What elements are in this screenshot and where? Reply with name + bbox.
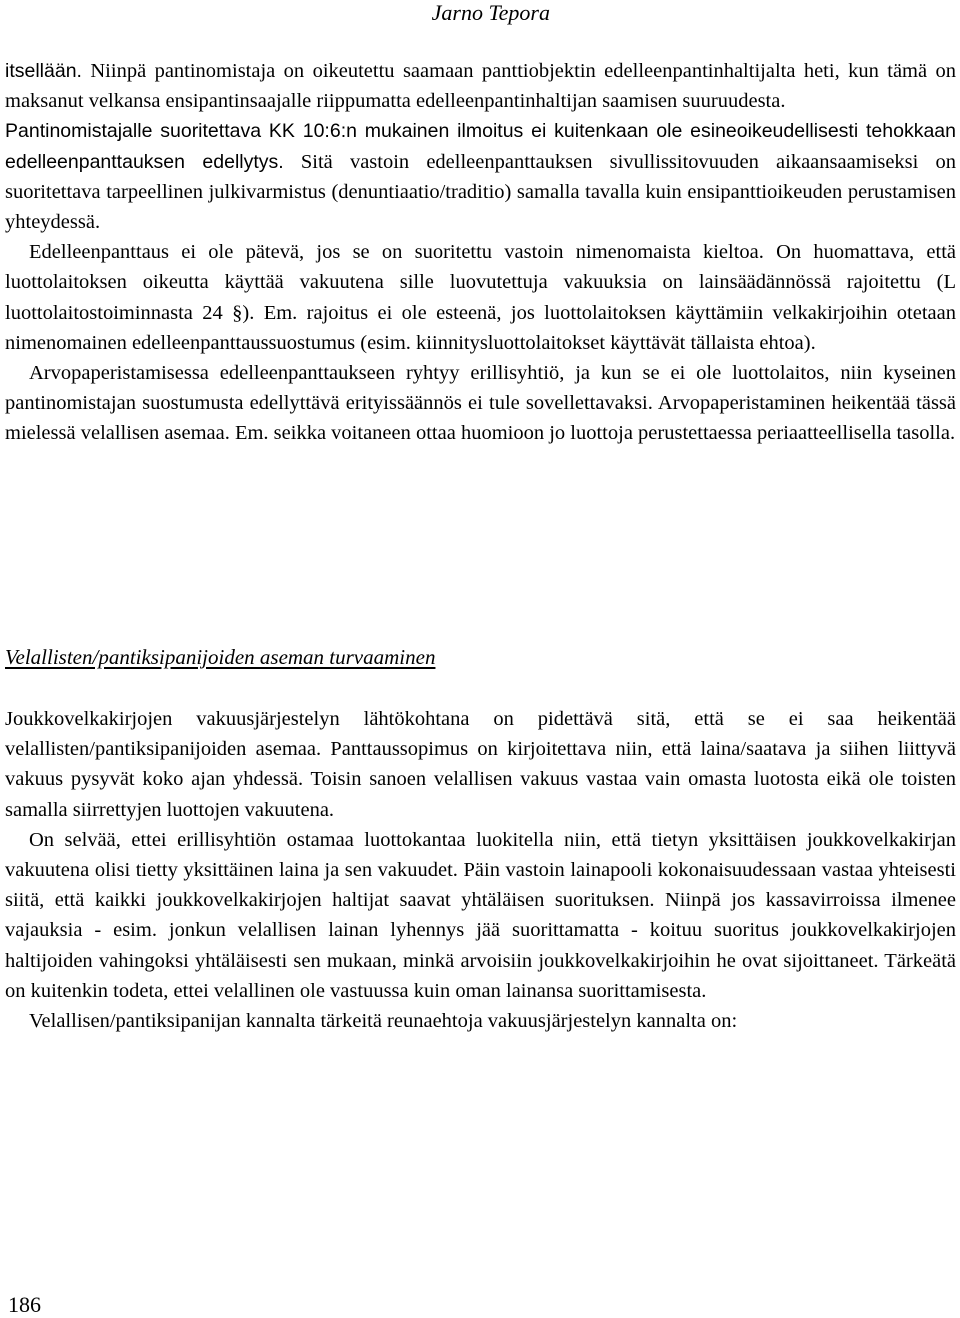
section-2-text bbox=[5, 704, 956, 1036]
paragraph-fragment: Niinpä pantinomistaja on oikeutettu saamaan panttiobjektin edelleenpantinhaltijalta heti, kun tämä on maksanut velkansa ensipantinsaajalle riippumatta edelleenpantinhaltijan saamisen suuruudesta. bbox=[5, 60, 956, 113]
section-1-text bbox=[5, 56, 956, 449]
paragraph-reunaehdot: Velallisen/pantiksipanijan kannalta tärkeitä reunaehtoja vakuusjärjestelyn kannalta on: bbox=[29, 1010, 738, 1033]
paragraph-fragment: Sitä vastoin edelleenpanttauksen sivullissitovuuden aikaansaamiseksi on suoritettava tarpeellinen julkivarmistus (denuntiaatio/traditio) samalla tavalla kuin ensipanttioikeuden perustamisen yhteydessä. bbox=[5, 150, 957, 234]
paragraph-edelleenpanttaus-intro bbox=[5, 56, 956, 116]
running-header: Jarno Tepora bbox=[431, 0, 550, 25]
paragraph-lahtokohta: Joukkovelkakirjojen vakuusjärjestelyn lähtökohtana on pidettävä sitä, että se ei saa heikentää velallisten/pantiksipanijoiden asemaa. Panttaussopimus on kirjoitettava niin, että laina/saatava ja siihen liittyvä vakuus pysyvät koko ajan yhdessä. Toisin sanoen velallisen vakuus vastaa vain omasta luotosta eikä ole toisten samalla siirrettyjen luottojen vakuutena. bbox=[5, 708, 956, 821]
paragraph-lainapooli: On selvää, ettei erillisyhtiön ostamaa luottokantaa luokitella niin, että tietyn yksittäisen joukkovelkakirjan vakuutena olisi tietty yksittäinen laina ja sen vakuudet. Päin vastoin lainapooli kokonaisuudessaan vastaa yhteisesti siitä, että kaikki joukkovelkakirjojen haltijat saavat yhtäläisen suorituksen. Niinpä jos kassavirroissa ilmenee vajauksia - esim. jonkun velallisen lainan lyhennys jää suorittamatta - koituu suoritus joukkovelkakirjojen haltijoiden vahingoksi yhtäläisesti sen mukaan, minkä arvoisiin joukkovelkakirjoihin he ovat sijoittaneet. Tärkeätä on kuitenkin todeta, ettei velallinen ole vastuussa kuin oman lainansa suorittamisesta. bbox=[5, 828, 956, 1002]
paragraph-fragment: Pantinomistajalle suoritettava KK 10:6:n mukainen ilmoitus ei kuitenkaan ole esineoikeudellisesti tehokkaan edelleenpanttauksen edellytys. bbox=[5, 120, 956, 173]
page-number: 186 bbox=[8, 1292, 41, 1317]
section-heading: Velallisten/pantiksipanijoiden aseman turvaaminen bbox=[5, 645, 436, 669]
paragraph-ilmoitus bbox=[5, 116, 956, 237]
paragraph-fragment: itsellään. bbox=[5, 60, 82, 82]
paragraph-kielto: Edelleenpanttaus ei ole pätevä, jos se on suoritettu vastoin nimenomaista kieltoa. On huomattava, että luottolaitoksen oikeutta käyttää vakuutena sille luovutettuja vakuuksia on lainsäädännössä rajoitettu (L luottolaitostoiminnasta 24 §). Em. rajoitus ei ole esteenä, jos luottolaitoksen käyttämiin velkakirjoihin otetaan nimenomainen edelleenpanttaussuostumus (esim. kiinnitysluottolaitokset käyttävät tällaista ehtoa). bbox=[5, 241, 956, 354]
paragraph-arvopaperistaminen: Arvopaperistamisessa edelleenpanttaukseen ryhtyy erillisyhtiö, ja kun se ei ole luottolaitos, niin kyseinen pantinomistajan suostumusta edellyttävä erityissäännös ei tule sovellettavaksi. Arvopaperistaminen heikentää tässä mielessä velallisen asemaa. Em. seikka voitaneen ottaa huomioon jo luottoja perustettaessa periaatteellisella tasolla. bbox=[5, 362, 956, 445]
